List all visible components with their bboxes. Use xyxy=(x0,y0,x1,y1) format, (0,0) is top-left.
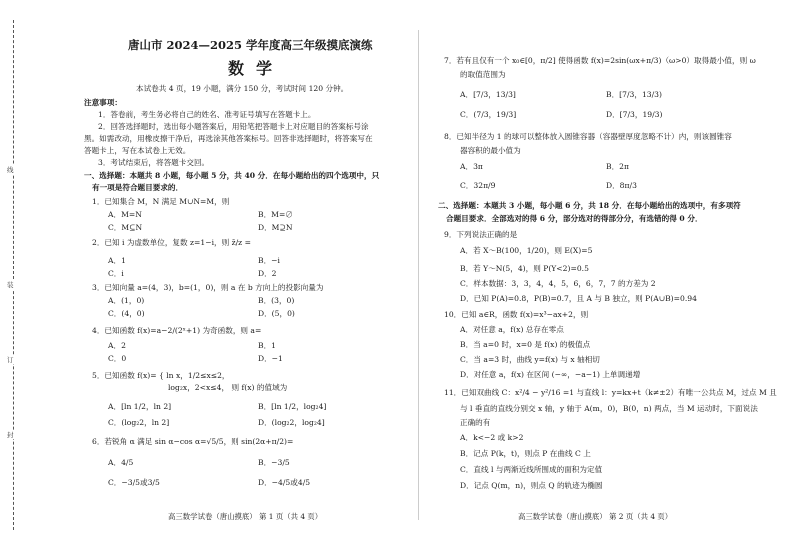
notes-heading: 注意事项： xyxy=(84,98,122,107)
question-7-cont: 的取值范围为 xyxy=(460,70,506,79)
section-heading: 有一项是符合题目要求的． xyxy=(92,183,184,192)
option: A．3π xyxy=(460,162,483,171)
option: B．−3/5 xyxy=(258,458,290,467)
option: D．记点 Q(m，n)，则点 Q 的轨迹为椭圆 xyxy=(460,481,603,490)
option: D．−1 xyxy=(258,354,283,363)
option: B．若 Y～N(5，4)，则 P(Y<2)=0.5 xyxy=(460,264,589,273)
option: A．k<−2 或 k>2 xyxy=(460,433,524,442)
question-1: 1．已知集合 M，N 满足 M∪N=M，则 xyxy=(92,197,230,206)
option: C．直线 l 与两渐近线所围成的面积为定值 xyxy=(460,465,603,474)
question-11: 11．已知双曲线 C：x²/4 − y²/16 =1 与直线 l：y=kx+t（k≠±2）有唯一公共点 M，过点 M 且 xyxy=(444,388,777,397)
note-line: 3．考试结束后，将答题卡交回。 xyxy=(98,158,210,167)
option: B．1 xyxy=(258,341,277,350)
question-5-cont: log₂x，2<x≤4， 则 f(x) 的值域为 xyxy=(168,383,288,392)
option: A．1 xyxy=(108,256,126,265)
option: A．2 xyxy=(108,341,126,350)
option: C．样本数据：3，3，4，4，5，6，6，7，7 的方差为 2 xyxy=(460,279,656,288)
exam-title: 唐山市 2024—2025 学年度高三年级摸底演练 xyxy=(128,38,373,52)
binding-dashed-line xyxy=(13,20,14,530)
page-1 xyxy=(28,0,408,547)
option: B．−i xyxy=(258,256,280,265)
option: B．记点 P(k，t)，则点 P 在曲线 C 上 xyxy=(460,449,591,458)
page-footer: 高三数学试卷（唐山摸底） 第 2 页（共 4 页） xyxy=(518,512,673,521)
question-7: 7．若有且仅有一个 x₀∈[0，π/2] 使得函数 f(x)=2sin(ωx+π/3)（ω>0）取得最小值，则 ω xyxy=(444,56,756,65)
option: A．[7/3，13/3] xyxy=(460,90,516,99)
option: C．M⊆N xyxy=(108,223,143,232)
option: C．当 a=3 时，曲线 y=f(x) 与 x 轴相切 xyxy=(460,355,600,364)
question-5: 5．已知函数 f(x)= { ln x，1/2≤x≤2， xyxy=(92,371,230,380)
question-9: 9．下列说法正确的是 xyxy=(444,230,518,239)
option: B．M=∅ xyxy=(258,210,293,219)
note-line: 答题卡上，写在本试卷上无效。 xyxy=(84,146,191,155)
option: A．M=N xyxy=(108,210,142,219)
option: C．(log₂2，ln 2] xyxy=(108,418,170,427)
option: D．2 xyxy=(258,269,277,278)
note-line: 黑。如需改动，用橡皮擦干净后，再选涂其他答案标号。回答非选择题时，将答案写在 xyxy=(84,134,373,143)
subject-heading: 数学 xyxy=(228,59,285,78)
binding-label: 线 xyxy=(7,166,14,174)
option: D．8π/3 xyxy=(606,181,637,190)
option: A．对任意 a，f(x) 总存在零点 xyxy=(460,325,564,334)
option: C．i xyxy=(108,269,124,278)
option: C．(7/3，19/3] xyxy=(460,110,517,119)
note-line: 2．回答选择题时，选出每小题答案后，用铅笔把答题卡上对应题目的答案标号涂 xyxy=(98,122,369,131)
option: D．对任意 a，f(x) 在区间 (−∞，−a−1) 上单调递增 xyxy=(460,370,641,379)
option: B．(3，0) xyxy=(258,296,295,305)
question-2: 2．已知 i 为虚数单位，复数 z=1−i，则 z̄/z = xyxy=(92,238,251,247)
option: B．当 a=0 时，x=0 是 f(x) 的极值点 xyxy=(460,340,591,349)
option: D．(5，0) xyxy=(258,309,295,318)
binding-label: 封 xyxy=(7,431,14,439)
option: B．[7/3，13/3) xyxy=(606,90,662,99)
option: A．若 X～B(100，1/20)，则 E(X)=5 xyxy=(460,246,593,255)
option: C．−3/5或3/5 xyxy=(108,478,160,487)
question-8: 8．已知半径为 1 的球可以整体放入圆锥容器（容器壁厚度忽略不计）内，则该圆锥容 xyxy=(444,132,732,141)
page-footer: 高三数学试卷（唐山摸底） 第 1 页（共 4 页） xyxy=(168,512,323,521)
section-heading: 二、选择题：本题共 3 小题，每小题 6 分，共 18 分．在每小题给出的选项中，有多项符 xyxy=(438,201,741,210)
binding-margin xyxy=(0,0,20,547)
option: C．(4，0) xyxy=(108,309,145,318)
option: A．4/5 xyxy=(108,458,134,467)
column-divider xyxy=(418,30,419,520)
option: C．32π/9 xyxy=(460,181,496,190)
option: C．0 xyxy=(108,354,127,363)
option: B．2π xyxy=(606,162,629,171)
option: A．(1，0) xyxy=(108,296,145,305)
option: B．[ln 1/2，log₂4] xyxy=(258,402,327,411)
question-11-cont: 与 l 垂直的直线分别交 x 轴，y 轴于 A(m，0)，B(0，n) 两点，当 M 运动时，下面说法 xyxy=(460,404,758,413)
page-2 xyxy=(438,0,784,547)
question-4: 4．已知函数 f(x)=a−2/(2ˣ+1) 为奇函数，则 a= xyxy=(92,326,262,335)
binding-label: 装 xyxy=(7,281,14,289)
option: D．[7/3，19/3) xyxy=(606,110,663,119)
option: D．已知 P(A)=0.8，P(B)=0.7，且 A 与 B 独立，则 P(A∪B)=0.94 xyxy=(460,294,697,303)
option: D．(log₂2，log₂4] xyxy=(258,418,325,427)
option: D．−4/5或4/5 xyxy=(258,478,311,487)
question-10: 10．已知 a∈R，函数 f(x)=x³−ax+2，则 xyxy=(444,310,589,319)
option: D．M⊇N xyxy=(258,223,293,232)
binding-label: 订 xyxy=(7,356,14,364)
question-6: 6．若锐角 α 满足 sin α−cos α=√5/5，则 sin(2α+π/2)= xyxy=(92,437,294,446)
question-3: 3．已知向量 a=(4，3)，b=(1，0)，则 a 在 b 方向上的投影向量为 xyxy=(92,283,324,292)
question-11-cont: 正确的有 xyxy=(460,418,491,427)
option: A．[ln 1/2，ln 2] xyxy=(108,402,172,411)
note-line: 1．答卷前，考生务必将自己的姓名、准考证号填写在答题卡上。 xyxy=(98,110,316,119)
exam-info: 本试卷共 4 页，19 小题，满分 150 分，考试时间 120 分钟。 xyxy=(136,84,349,93)
question-8-cont: 器容积的最小值为 xyxy=(460,146,521,155)
section-heading: 合题目要求．全部选对的得 6 分，部分选对的得部分分，有选错的得 0 分． xyxy=(446,214,703,223)
section-heading: 一、选择题：本题共 8 小题，每小题 5 分，共 40 分．在每小题给出的四个选项中，只 xyxy=(84,171,380,180)
